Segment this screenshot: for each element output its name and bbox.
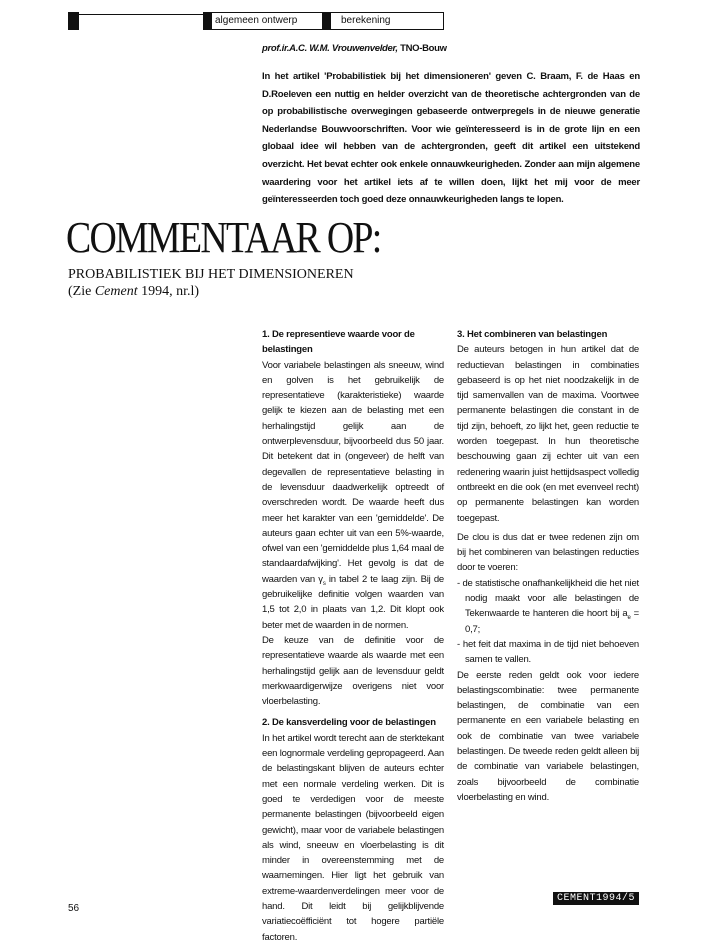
subtitle-reference: [68, 283, 388, 300]
section-heading-3: 3. Het combineren van belastingen: [457, 329, 608, 340]
section-1-paragraph-1: [262, 358, 444, 633]
reference-suffix: 1994, nr.l): [137, 284, 200, 299]
subtitle-line: PROBABILISTIEK BIJ HET DIMENSIONEREN: [68, 267, 354, 282]
journal-issue-tag: CEMENT1994/5: [553, 892, 639, 905]
reference-journal: Cement: [94, 284, 138, 299]
section-heading-2: 2. De kansverdeling voor de belastingen: [262, 717, 436, 729]
list-item-text: - de statistische onafhankelijkheid die het niet nodig maakt voor alle belastingen de Tekenwaarde te hanteren die hoort bij a: [457, 577, 639, 620]
header-black-block: [68, 12, 79, 30]
header-rule: [79, 14, 203, 15]
list-item: - het feit dat maxima in de tijd niet behoeven samen te vallen.: [457, 638, 639, 666]
header-section-box: [211, 12, 323, 30]
intro-paragraph: In het artikel 'Probabilistiek bij het dimensioneren' geven C. Braam, F. de Haas en D.Roeleven een nuttig en helder overzicht van de theoretische achtergronden van de op probabilistische overwegingen gebaseerde ontwerpregels in de nieuwe generatie Nederlandse Bouwvoorschriften. Voor wie geïnteresseerd is in de grote lijn en een globaal idee wil hebben van de achtergronden, geeft dit artikel een uitstekend overzicht. Het bevat echter ook enkele onnauwkeurigheden. Zonder aan mijn algemene waardering voor het artikel iets af te willen doen, lijkt het mij voor de meer geïnteresseerden toch goed deze onnauwkeurigheden langs te lopen.: [262, 71, 640, 206]
author-line: [262, 43, 642, 54]
header-black-block: [203, 12, 211, 30]
header-topic-label: berekening: [341, 15, 391, 26]
section-heading-1: 1. De representieve waarde voor de belastingen: [262, 329, 415, 356]
author-affiliation: TNO-Bouw: [397, 43, 447, 54]
body-column-left: [262, 327, 444, 945]
paragraph-text: in tabel 2 te laag zijn. Bij de gebruikelijke definitie volgen waarden van 1,5 tot 2,0 in plaats van 1,2. Dit klopt ook beter met de waarden in de normen.: [262, 573, 444, 631]
header-topic-box: [330, 12, 444, 30]
page-title: COMMENTAAR OP:: [66, 213, 381, 262]
body-column-right: [457, 327, 639, 805]
list-item: [457, 576, 639, 637]
section-3-paragraph-3: De eerste reden geldt ook voor iedere belastingscombinatie: twee permanente belastingen, de combinatie van een permanente en een variabele belasting en ook de combinatie van twee variabele belastingen. De tweede reden geldt alleen bij de combinatie van variabele belastingen, zoals bijvoorbeeld de combinatie vloerbelasting en wind.: [457, 669, 639, 803]
paragraph-text: Voor variabele belastingen als sneeuw, wind en golven is het gebruikelijk de representatieve (karakteristieke) waarde gelijk te kiezen aan de belasting met een herhalingstijd gelijk aan de ontwerplevensduur, bijvoorbeeld dus 50 jaar. Dit betekent dat in (ongeveer) de helft van degevallen de representatieve belasting in de levensduur daadwerkelijk optreedt of overschreden wordt. De waarde heeft dus meer het karakter van een 'gemiddelde'. De auteurs gaan echter uit van een 5%-waarde, ofwel van een 'gemiddelde plus 1,64 maal de standaardafwijking'. Het gevolg is dat de waarden van γ: [262, 359, 444, 585]
section-1-paragraph-2: De keuze van de definitie voor de representatieve waarde als waarde met een herhalingstijd gelijk aan de levensduur geldt merkwaardigerwijze overigens niet voor vloerbelasting.: [262, 634, 444, 708]
alpha-subscript: e: [627, 615, 631, 622]
section-3-paragraph-2: De clou is dus dat er twee redenen zijn om bij het combineren van belastingen reducties door te voeren:: [457, 531, 639, 574]
reference-prefix: (Zie: [68, 284, 95, 299]
header-section-label: algemeen ontwerp: [215, 15, 298, 26]
gamma-subscript: s: [322, 580, 326, 587]
header-black-block: [322, 12, 330, 30]
section-2-paragraph-1: In het artikel wordt terecht aan de sterktekant een lognormale verdeling gepropageerd. Aan de belastingskant blijven de auteurs echter met een normale verdeling werken. Dit is goed te verdedigen voor de meeste permanente belastingen (bijvoorbeeld eigen gewicht), maar voor de variabele belastingen als wind, sneeuw en vloerbelasting is dit minder in overeenstemming met de waarnemingen. Hier ligt het gebruik van extreme-waardenverdelingen meer voor de hand. Dit leidt bij gelijkblijvende variatiecoëfficiënt tot hogere partiële factoren.: [262, 732, 444, 943]
header-bar: [68, 12, 444, 30]
author-name: prof.ir.A.C. W.M. Vrouwenvelder,: [262, 43, 398, 54]
list-item-text: = 0,7;: [465, 608, 639, 635]
subtitle: [68, 266, 388, 300]
page-number: 56: [68, 903, 80, 914]
section-3-paragraph-1: De auteurs betogen in hun artikel dat de reductievan belastingen in combinaties gebaseerd is op het niet noodzakelijk in de tijd samenvallen van de maxima. Voortwee permanente belastingen die constant in de tijd zijn, behoeft, zo lijkt het, geen reductie te worden toegepast. In hun theoretische beschouwing gaan zij echter uit van een redenering waarin juist hettijdsaspect volledig ontbreekt en die ook (en met evenveel recht) op permanente belastingen kan worden toegepast.: [457, 344, 639, 524]
